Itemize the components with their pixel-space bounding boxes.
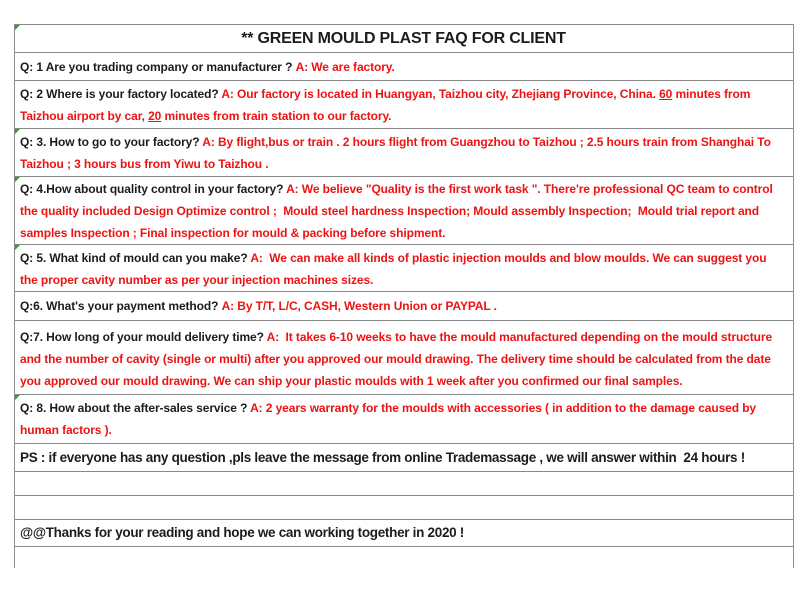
faq-row-q6: [15, 292, 793, 321]
answer-text: A: It takes 6-10 weeks to have the mould manufactured depending on the mould structure and the number of cavity (single or multi) after you approved our mould drawing. The delivery time should be calculated from the date you approved our mould drawing. We can ship your plastic moulds with 1 week after you confirmed our final samples.: [20, 330, 776, 388]
green-corner-marker-icon: [15, 177, 20, 182]
answer-text: 20: [148, 109, 162, 123]
faq-row-q8: [15, 395, 793, 444]
faq-row-q7: [15, 321, 793, 395]
page-title: ** GREEN MOULD PLAST FAQ FOR CLIENT: [241, 29, 566, 47]
answer-text: A: Our factory is located in Huangyan, Taizhou city, Zhejiang Province, China.: [221, 87, 660, 101]
question-text: Q: 2 Where is your factory located?: [20, 87, 222, 101]
question-text: Q: 8. How about the after-sales service ?: [20, 401, 251, 415]
answer-text: A: By flight,bus or train . 2 hours flight from Guangzhou to Taizhou ; 2.5 hours train from Shanghai To Taizhou ; 3 hours bus from Yiwu to Taizhou .: [20, 135, 775, 171]
empty-row: [15, 496, 793, 520]
answer-text: minutes from Taizhou airport by car,: [20, 87, 754, 123]
answer-text: A: 2 years warranty for the moulds with accessories ( in addition to the damage caused by human factors ).: [20, 401, 760, 437]
green-corner-marker-icon: [15, 395, 20, 400]
faq-row-q5: [15, 245, 793, 292]
question-text: Q: 5. What kind of mould can you make?: [20, 251, 251, 265]
answer-text: A: We believe "Quality is the first work task ". There're professional QC team to control the quality included Design Optimize control ; Mould steel hardness Inspection; Mould assembly Inspection; Mould trial report and samples Inspection ; Final inspection for mould & packing before shipment.: [20, 182, 776, 240]
faq-row-q2: [15, 81, 793, 129]
green-corner-marker-icon: [15, 245, 20, 250]
question-text: @@Thanks for your reading and hope we can working together in 2020 !: [20, 525, 465, 540]
question-text: PS : if everyone has any question ,pls leave the message from online Trademassage , we will answer within 24 hours !: [20, 449, 745, 465]
faq-row-ps: [15, 444, 793, 472]
answer-text: A: By T/T, L/C, CASH, Western Union or PAYPAL .: [221, 299, 497, 313]
question-text: Q: 4.How about quality control in your factory?: [20, 182, 287, 196]
empty-row: [15, 472, 793, 496]
answer-text: A: We are factory.: [295, 59, 395, 74]
answer-text: minutes from train station to our factory.: [161, 109, 392, 123]
faq-row-q1: [15, 53, 793, 81]
question-text: Q:6. What's your payment method?: [20, 299, 222, 313]
faq-row-q4: [15, 177, 793, 245]
faq-row-q3: [15, 129, 793, 177]
green-corner-marker-icon: [15, 25, 20, 30]
faq-table: [14, 24, 794, 568]
question-text: Q: 3. How to go to your factory?: [20, 135, 203, 149]
question-text: Q:7. How long of your mould delivery time?: [20, 330, 267, 344]
faq-row-thanks: [15, 520, 793, 547]
answer-text: A: We can make all kinds of plastic injection moulds and blow moulds. We can suggest you the proper cavity number as per your injection machines sizes.: [20, 251, 770, 287]
bottom-open-row: [15, 547, 793, 568]
question-text: Q: 1 Are you trading company or manufacturer ?: [20, 59, 296, 74]
faq-title-row: [15, 25, 793, 53]
green-corner-marker-icon: [15, 129, 20, 134]
answer-text: 60: [659, 87, 673, 101]
